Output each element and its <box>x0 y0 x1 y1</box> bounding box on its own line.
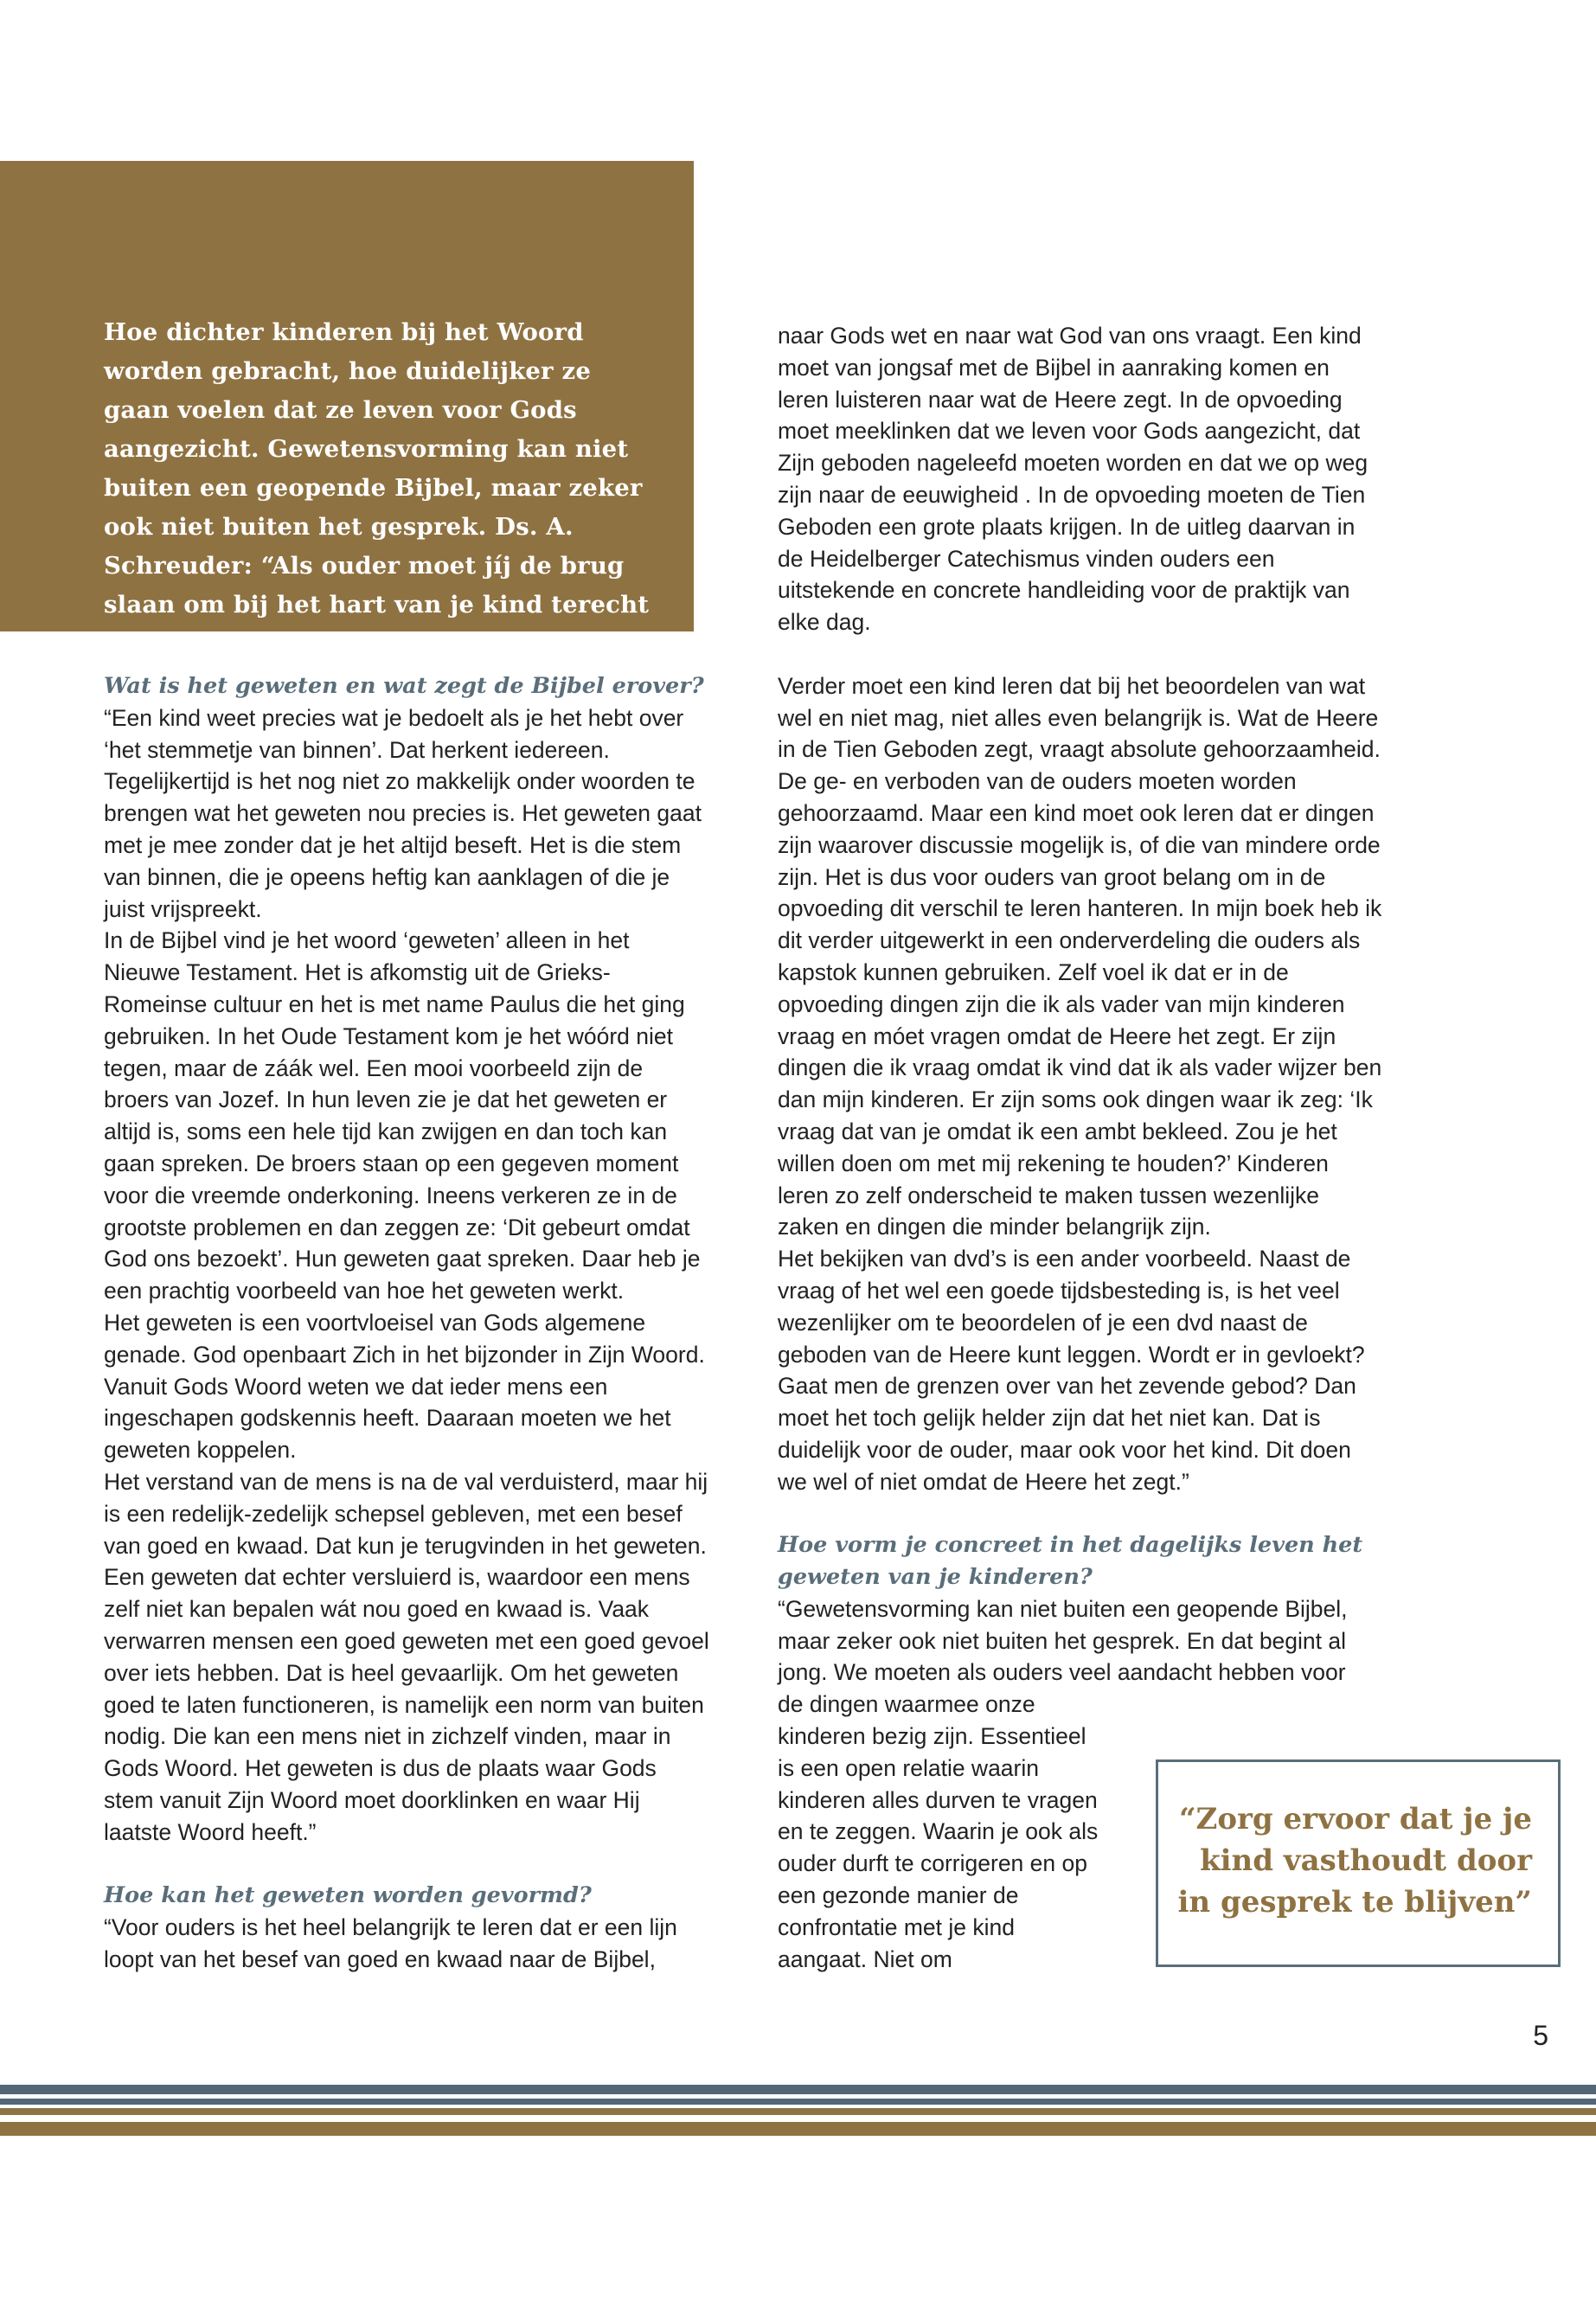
left-column <box>104 670 709 1976</box>
footer-stripe-gold <box>0 2122 1596 2136</box>
section-heading: Wat is het geweten en wat zegt de Bijbel erover? <box>104 673 704 699</box>
footer-stripe-blue-thin <box>0 2099 1596 2105</box>
paragraph: “Voor ouders is het heel belangrijk te leren dat er een lijn loopt van het besef van goed en kwaad naar de Bijbel, <box>104 1914 677 1972</box>
paragraph: In de Bijbel vind je het woord ‘geweten’ alleen in het Nieuwe Testament. Het is afkomstig uit de Grieks-Romeinse cultuur en het is met name Paulus die het ging gebruiken. In het Oude Testament kom je het wóórd niet tegen, maar de záák wel. Een mooi voorbeeld zijn de broers van Jozef. In hun leven zie je dat het geweten er altijd is, soms een hele tijd kan zwijgen en dan toch kan gaan spreken. De broers staan op een gegeven moment voor die vreemde onderkoning. Ineens verkeren ze in de grootste problemen en dan zeggen ze: ‘Dit gebeurt omdat God ons bezoekt’. Hun geweten gaat spreken. Daar heb je een prachtig voorbeeld van hoe het geweten werkt. <box>104 927 701 1304</box>
paragraph-narrow: de dingen waarmee onze kinderen bezig zijn. Essentieel is een open relatie waarin kinderen alles durven te vragen en te zeggen. Waarin je ook als ouder durft te corrigeren en op een gezonde manier de confrontatie met je kind aangaat. Niet om <box>778 1691 1099 1972</box>
paragraph: Het geweten is een voortvloeisel van Gods algemene genade. God openbaart Zich in het bijzonder in Zijn Woord. Vanuit Gods Woord weten we dat ieder mens een ingeschapen godskennis heeft. Daaraan moeten we het geweten koppelen. <box>104 1309 705 1464</box>
section-heading: Hoe vorm je concreet in het dagelijks leven het geweten van je kinderen? <box>778 1532 1363 1591</box>
footer-stripe-gold-thin <box>0 2108 1596 2115</box>
pull-quote-box <box>1156 1759 1561 1967</box>
paragraph: “Een kind weet precies wat je bedoelt als je het hebt over ‘het stemmetje van binnen’. Dat herkent iedereen. Tegelijkertijd is het nog niet zo makkelijk onder woorden te brengen wat het geweten nou precies is. Het geweten gaat met je mee zonder dat je het altijd beseft. Het is die stem van binnen, die je opeens heftig kan aanklagen of die je juist vrijspreekt. <box>104 704 702 922</box>
paragraph: “Gewetensvorming kan niet buiten een geopende Bijbel, maar zeker ook niet buiten het gesprek. En dat begint al jong. We moeten als ouders veel aandacht hebben voor <box>778 1595 1348 1686</box>
paragraph: naar Gods wet en naar wat God van ons vraagt. Een kind moet van jongsaf met de Bijbel in aanraking komen en leren luisteren naar wat de Heere zegt. In de opvoeding moet meeklinken dat we leven voor Gods aangezicht, dat Zijn geboden nageleefd moeten worden en dat we op weg zijn naar de eeuwigheid . In de opvoeding moeten de Tien Geboden een grote plaats krijgen. In de uitleg daarvan in de Heidelberger Catechismus vinden ouders een uitstekende en concrete handleiding voor de praktijk van elke dag. <box>778 323 1368 636</box>
section-heading: Hoe kan het geweten worden gevormd? <box>104 1882 592 1909</box>
right-column <box>778 320 1383 1975</box>
paragraph: Verder moet een kind leren dat bij het beoordelen van wat wel en niet mag, niet alles even belangrijk is. Wat de Heere in de Tien Geboden zegt, vraagt absolute gehoorzaamheid. De ge- en verboden van de ouders moeten worden gehoorzaamd. Maar een kind moet ook leren dat er dingen zijn waarover discussie mogelijk is, of die van mindere orde zijn. Het is dus voor ouders van groot belang om in de opvoeding dit verschil te leren hanteren. In mijn boek heb ik dit verder uitgewerkt in een onderverdeling die ouders als kapstok kunnen gebruiken. Zelf voel ik dat er in de opvoeding dingen zijn die ik als vader van mijn kinderen vraag en móet vragen omdat de Heere het zegt. Er zijn dingen die ik vraag omdat ik vind dat ik als vader wijzer ben dan mijn kinderen. Er zijn soms ook dingen waar ik zeg: ‘Ik vraag dat van je omdat ik een ambt bekleed. Zou je het willen doen om met mij rekening te houden?’ Kinderen leren zo zelf onderscheid te maken tussen wezenlijke zaken en dingen die minder belangrijk zijn. <box>778 672 1382 1240</box>
page-number: 5 <box>1533 2020 1548 2051</box>
footer-stripe-blue <box>0 2085 1596 2094</box>
paragraph: Het verstand van de mens is na de val verduisterd, maar hij is een redelijk-zedelijk schepsel gebleven, met een besef van goed en kwaad. Dat kun je terugvinden in het geweten. Een geweten dat echter versluierd is, waardoor een mens zelf niet kan bepalen wát nou goed en kwaad is. Vaak verwarren mensen een goed geweten met een goed gevoel over iets hebben. Dat is heel gevaarlijk. Om het geweten goed te laten functioneren, is namelijk een norm van buiten nodig. Die kan een mens niet in zichzelf vinden, maar in Gods Woord. Het geweten is dus de plaats waar Gods stem vanuit Zijn Woord moet doorklinken en waar Hij laatste Woord heeft.” <box>104 1468 709 1845</box>
intro-box <box>0 161 694 657</box>
paragraph: Het bekijken van dvd’s is een ander voorbeeld. Naast de vraag of het wel een goede tijdsbesteding is, is het veel wezenlijker om te beoordelen of je een dvd naast de geboden van de Heere kunt leggen. Wordt er in gevloekt? Gaat men de grenzen over van het zevende gebod? Dan moet het toch gelijk helder zijn dat het niet kan. Dat is duidelijk voor de ouder, maar ook voor het kind. Dit doen we wel of niet omdat de Heere het zegt.” <box>778 1246 1365 1495</box>
intro-text: Hoe dichter kinderen bij het Woord worden gebracht, hoe duidelijker ze gaan voelen dat ze leven voor Gods aangezicht. Gewetensvorming kan niet buiten een geopende Bijbel, maar zeker ook niet buiten het gesprek. Ds. A. Schreuder: “Als ouder moet jíj de brug slaan om bij het hart van je kind terecht te komen.” <box>104 318 650 657</box>
pull-quote-text: “Zorg ervoor dat je je kind vasthoudt door in gesprek te blijven” <box>1177 1802 1532 1920</box>
